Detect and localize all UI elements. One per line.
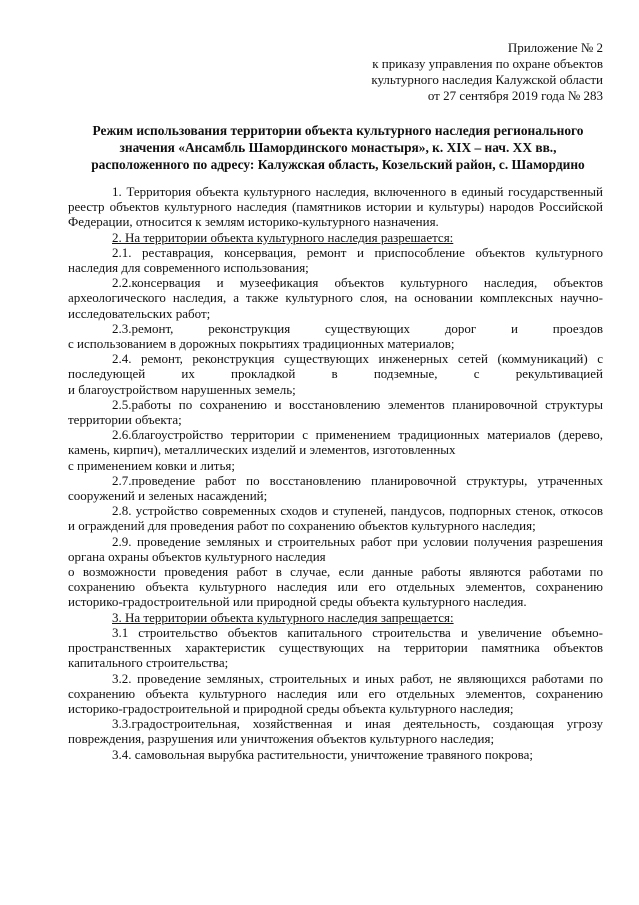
item-2-2: 2.2.консервация и музеефикация объектов культурного наследия, объектов археологического наследия, а также культурного слоя, на основании комплексных научно-исследовательских работ; [68,275,603,321]
paragraph-1: 1. Территория объекта культурного наследия, включенного в единый государственный реестр объектов культурного наследия (памятников истории и культуры) народов Российской Федерации, относится к землям историко-культурного назначения. [68,184,603,230]
appendix-authority: культурного наследия Калужской области [371,72,603,87]
title-line-1: Режим использования территории объекта культурного наследия регионального [92,123,584,138]
item-3-2: 3.2. проведение земляных, строительных и иных работ, не являющихся работами по сохранению объекта культурного наследия или его отдельных элементов, сохранению историко-градостроительной и природной среды объекта культурного наследия; [68,670,603,716]
section-3-heading [68,610,603,625]
item-2-3-line-2: с использованием в дорожных покрытиях традиционных материалов; [68,336,455,352]
document-title [70,122,606,173]
title-line-3: расположенного по адресу: Калужская область, Козельский район, с. Шамордино [91,157,585,172]
document-body [68,184,603,762]
section-2-heading [68,230,603,245]
item-2-9-continuation: о возможности проведения работ в случае, если данные работы являются работами по сохранению объекта культурного наследия или его отдельных элементов, сохранению историко-градостроительной или природной среды объекта культурного наследия. [68,564,603,610]
appendix-number: Приложение № 2 [507,40,603,55]
appendix-order-ref: к приказу управления по охране объектов [372,56,603,71]
item-2-4-line-3: и благоустройством нарушенных земель; [68,381,296,397]
item-2-5: 2.5.работы по сохранению и восстановлению элементов планировочной структуры территории объекта; [68,396,603,428]
title-line-2: значения «Ансамбль Шамординского монастыря», к. XIX – нач. XX вв., [119,140,557,155]
item-2-9: 2.9. проведение земляных и строительных работ при условии получения разрешения органа охраны объектов культурного наследия [68,533,603,564]
item-2-4-line-1: 2.4. ремонт, реконструкция существующих инженерных сетей (коммуникаций) с [112,351,603,367]
item-2-6-continuation: с применением ковки и литья; [68,457,235,473]
item-2-1: 2.1. реставрация, консервация, ремонт и приспособление объектов культурного наследия для современного использования; [68,244,603,276]
section-2-heading-text: 2. На территории объекта культурного наследия разрешается: [112,229,454,245]
appendix-date: от 27 сентября 2019 года № 283 [427,88,603,103]
item-2-6: 2.6.благоустройство территории с применением традиционных материалов (дерево, камень, кирпич), металлических изделий и элементов, изготовленных [68,427,603,458]
item-2-8: 2.8. устройство современных сходов и ступеней, пандусов, подпорных стенок, откосов и ограждений для проведения работ по сохранению объектов культурного наследия; [68,503,603,534]
item-3-1: 3.1 строительство объектов капитального строительства и увеличение объемно-пространственных характеристик существующих на территории памятника объектов капитального строительства; [68,624,603,671]
item-3-3: 3.3.градостроительная, хозяйственная и иная деятельность, создающая угрозу повреждения, разрушения или уничтожения объектов культурного наследия; [68,716,603,747]
section-3-heading-text: 3. На территории объекта культурного наследия запрещается: [112,609,454,625]
appendix-block [371,40,603,104]
item-2-3-line-1: 2.3.ремонт, реконструкция существующих дорог и проездов [112,320,603,336]
item-2-4-line-2: последующей их прокладкой в подземные, с рекультивацией [68,366,603,382]
item-2-7: 2.7.проведение работ по восстановлению планировочной структуры, утраченных сооружений и зеленых насаждений; [68,472,603,504]
item-3-4: 3.4. самовольная вырубка растительности, уничтожение травяного покрова; [112,746,533,762]
